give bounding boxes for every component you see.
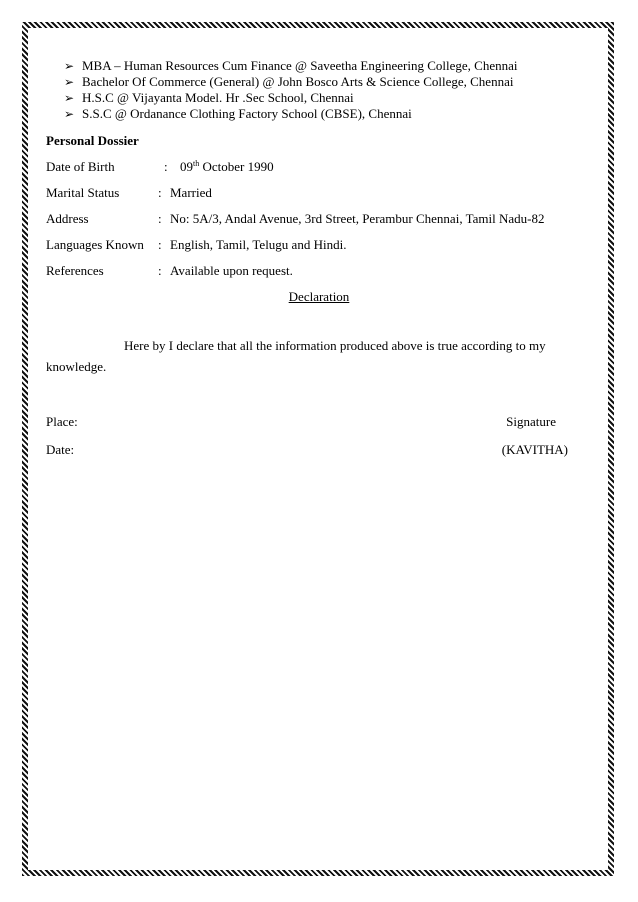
- references-row: [46, 263, 568, 279]
- marital-label: Marital Status: [46, 185, 120, 200]
- education-entry: S.S.C @ Ordanance Clothing Factory School (CBSE), Chennai: [82, 106, 412, 121]
- list-item: [64, 58, 568, 74]
- address-row: [46, 211, 568, 227]
- address-value: No: 5A/3, Andal Avenue, 3rd Street, Perambur Chennai, Tamil Nadu-82: [170, 211, 545, 226]
- declaration-text: Here by I declare that all the information produced above is true according to my knowledge.: [46, 338, 546, 374]
- dob-day: 09: [180, 159, 193, 174]
- date-name-row: [46, 442, 568, 458]
- list-item: [64, 74, 568, 90]
- dob-rest: October 1990: [199, 159, 274, 174]
- arrow-bullet-icon: ➢: [64, 59, 75, 73]
- dob-suffix: th: [193, 159, 200, 168]
- education-entry: Bachelor Of Commerce (General) @ John Bosco Arts & Science College, Chennai: [82, 74, 514, 89]
- dob-row: [46, 159, 568, 175]
- arrow-bullet-icon: ➢: [64, 91, 75, 105]
- references-value: Available upon request.: [170, 263, 293, 278]
- list-item: [64, 90, 568, 106]
- personal-dossier: [46, 159, 568, 279]
- separator: :: [158, 185, 162, 200]
- references-label: References: [46, 263, 104, 278]
- place-label: Place:: [46, 414, 78, 429]
- arrow-bullet-icon: ➢: [64, 75, 75, 89]
- dob-label: Date of Birth: [46, 159, 115, 174]
- separator: :: [158, 211, 162, 226]
- separator: :: [158, 237, 162, 252]
- marital-value: Married: [170, 185, 212, 200]
- separator: :: [158, 263, 162, 278]
- place-signature-row: [46, 414, 568, 430]
- education-entry: MBA – Human Resources Cum Finance @ Saveetha Engineering College, Chennai: [82, 58, 518, 73]
- languages-label: Languages Known: [46, 237, 144, 252]
- education-entry: H.S.C @ Vijayanta Model. Hr .Sec School, Chennai: [82, 90, 354, 105]
- resume-page: [46, 58, 568, 458]
- signature-label: Signature: [506, 414, 556, 429]
- list-item: [64, 106, 568, 122]
- date-label: Date:: [46, 442, 75, 457]
- marital-row: [46, 185, 568, 201]
- signatory-name: (KAVITHA): [501, 442, 568, 457]
- education-list: [64, 58, 568, 122]
- languages-row: [46, 237, 568, 253]
- arrow-bullet-icon: ➢: [64, 107, 75, 121]
- languages-value: English, Tamil, Telugu and Hindi.: [170, 237, 347, 252]
- declaration-title: Declaration: [288, 289, 350, 304]
- dob-value: [180, 159, 568, 175]
- separator: :: [164, 159, 168, 174]
- address-label: Address: [46, 211, 89, 226]
- section-title-personal-dossier: Personal Dossier: [46, 133, 139, 148]
